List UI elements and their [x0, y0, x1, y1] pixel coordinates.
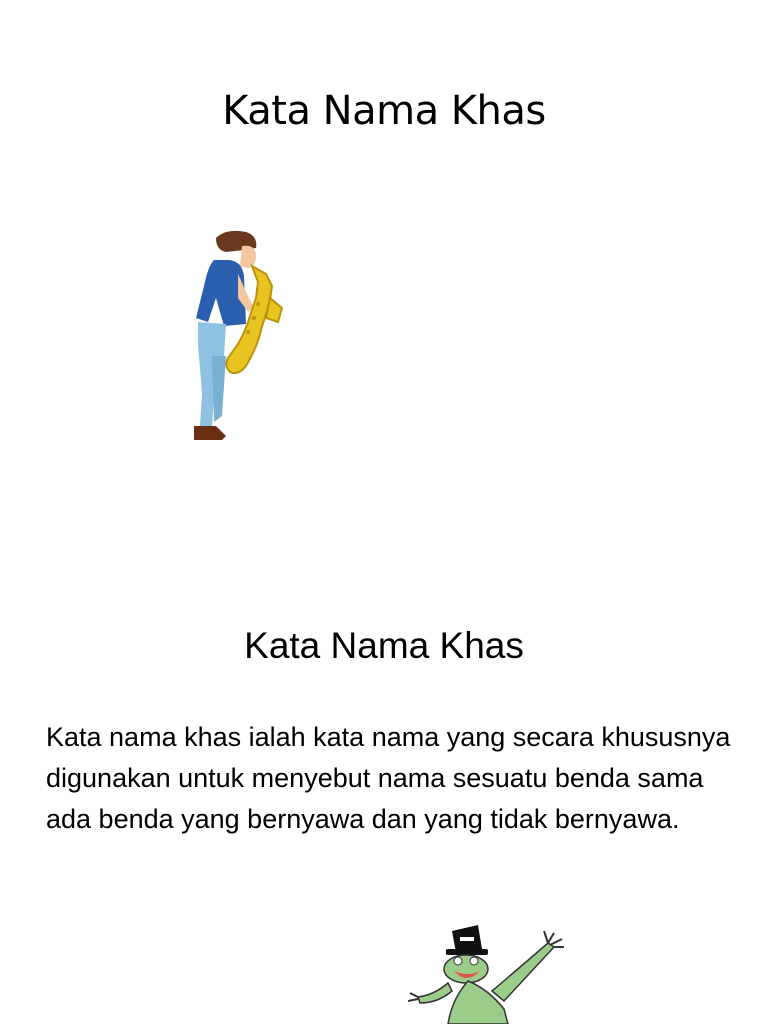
slide-2: [0, 575, 768, 1024]
saxophone-player-icon: [186, 226, 286, 448]
dancing-frog-icon: [408, 919, 578, 1024]
slide-body-text: Kata nama khas ialah kata nama yang secara khususnya digunakan untuk menyebut nama sesuatu benda sama ada benda yang bernyawa dan yang tidak bernyawa.: [46, 722, 731, 834]
slide-title: Kata Nama Khas: [244, 625, 524, 666]
slide-title: Kata Nama Khas: [222, 88, 546, 134]
